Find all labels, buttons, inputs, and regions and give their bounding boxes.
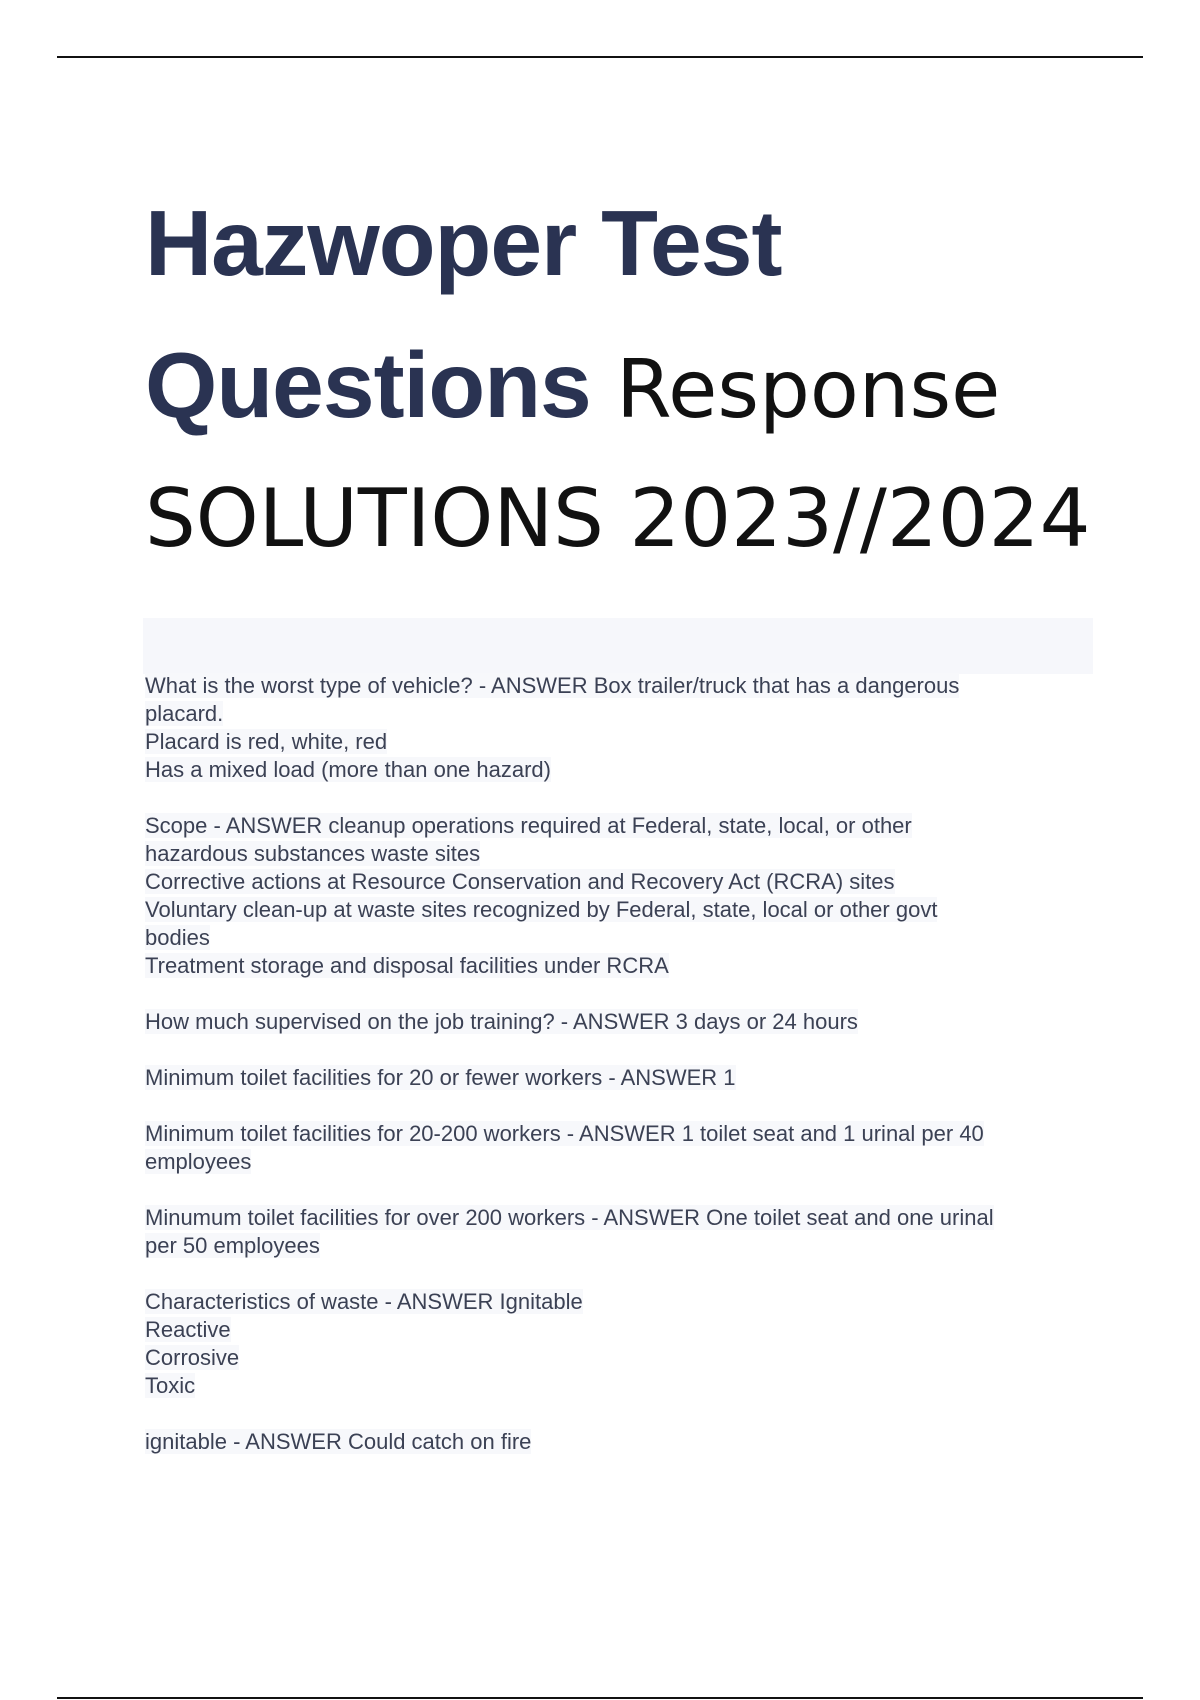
qa-item <box>145 812 1095 980</box>
qa-line-text: employees <box>145 1149 252 1174</box>
qa-question-line <box>145 1120 1095 1148</box>
qa-question-line <box>145 812 1095 840</box>
header-rule <box>57 56 1143 58</box>
qa-list <box>145 672 1095 1484</box>
qa-question-line <box>145 1204 1095 1232</box>
qa-line-text: Reactive <box>145 1317 231 1342</box>
qa-line-text: Corrosive <box>145 1345 240 1370</box>
qa-line-text: Voluntary clean-up at waste sites recognized by Federal, state, local or other govt <box>145 897 938 922</box>
qa-item <box>145 1120 1095 1176</box>
qa-item <box>145 672 1095 784</box>
qa-answer-line <box>145 756 1095 784</box>
qa-question-line <box>145 1428 1095 1456</box>
qa-answer-line <box>145 868 1095 896</box>
title-plain-text: SOLUTIONS 2023//2024 <box>145 472 1091 565</box>
qa-line-text: placard. <box>145 701 224 726</box>
qa-answer-line <box>145 1372 1095 1400</box>
title-line-1 <box>145 190 1145 332</box>
qa-answer-line <box>145 840 1095 868</box>
qa-line-text: How much supervised on the job training? - ANSWER 3 days or 24 hours <box>145 1009 858 1034</box>
qa-question-line <box>145 1064 1095 1092</box>
qa-line-text: Characteristics of waste - ANSWER Ignitable <box>145 1289 583 1314</box>
qa-answer-line <box>145 1344 1095 1372</box>
qa-answer-line <box>145 728 1095 756</box>
qa-answer-line <box>145 1148 1095 1176</box>
qa-answer-line <box>145 700 1095 728</box>
qa-item <box>145 1008 1095 1036</box>
qa-question-line <box>145 1288 1095 1316</box>
qa-line-text: Minimum toilet facilities for 20-200 workers - ANSWER 1 toilet seat and 1 urinal per 40 <box>145 1121 984 1146</box>
qa-line-text: Toxic <box>145 1373 196 1398</box>
title-line-2 <box>145 332 1145 472</box>
qa-item <box>145 1064 1095 1092</box>
document-title <box>145 190 1145 612</box>
qa-line-text: Placard is red, white, red <box>145 729 388 754</box>
title-plain-text: Response <box>590 343 1001 436</box>
title-bold-text: Questions <box>145 333 591 437</box>
qa-line-text: ignitable - ANSWER Could catch on fire <box>145 1429 532 1454</box>
qa-item <box>145 1428 1095 1456</box>
qa-answer-line <box>145 952 1095 980</box>
qa-line-text: hazardous substances waste sites <box>145 841 481 866</box>
qa-line-text: Treatment storage and disposal facilities under RCRA <box>145 953 669 978</box>
qa-answer-line <box>145 1232 1095 1260</box>
qa-line-text: Scope - ANSWER cleanup operations required at Federal, state, local, or other <box>145 813 912 838</box>
qa-item <box>145 1288 1095 1400</box>
title-bold-text: Hazwoper Test <box>145 191 782 295</box>
footer-rule <box>57 1697 1143 1699</box>
qa-answer-line <box>145 924 1095 952</box>
qa-line-text: Minumum toilet facilities for over 200 workers - ANSWER One toilet seat and one urinal <box>145 1205 994 1230</box>
qa-question-line <box>145 1008 1095 1036</box>
shaded-band <box>143 618 1093 674</box>
qa-question-line <box>145 672 1095 700</box>
qa-line-text: Minimum toilet facilities for 20 or fewer workers - ANSWER 1 <box>145 1065 736 1090</box>
qa-answer-line <box>145 896 1095 924</box>
qa-line-text: Corrective actions at Resource Conservation and Recovery Act (RCRA) sites <box>145 869 895 894</box>
qa-line-text: What is the worst type of vehicle? - ANSWER Box trailer/truck that has a dangerous <box>145 673 960 698</box>
qa-line-text: per 50 employees <box>145 1233 320 1258</box>
qa-item <box>145 1204 1095 1260</box>
qa-line-text: Has a mixed load (more than one hazard) <box>145 757 551 782</box>
qa-answer-line <box>145 1316 1095 1344</box>
title-line-3 <box>145 472 1145 612</box>
qa-line-text: bodies <box>145 925 210 950</box>
